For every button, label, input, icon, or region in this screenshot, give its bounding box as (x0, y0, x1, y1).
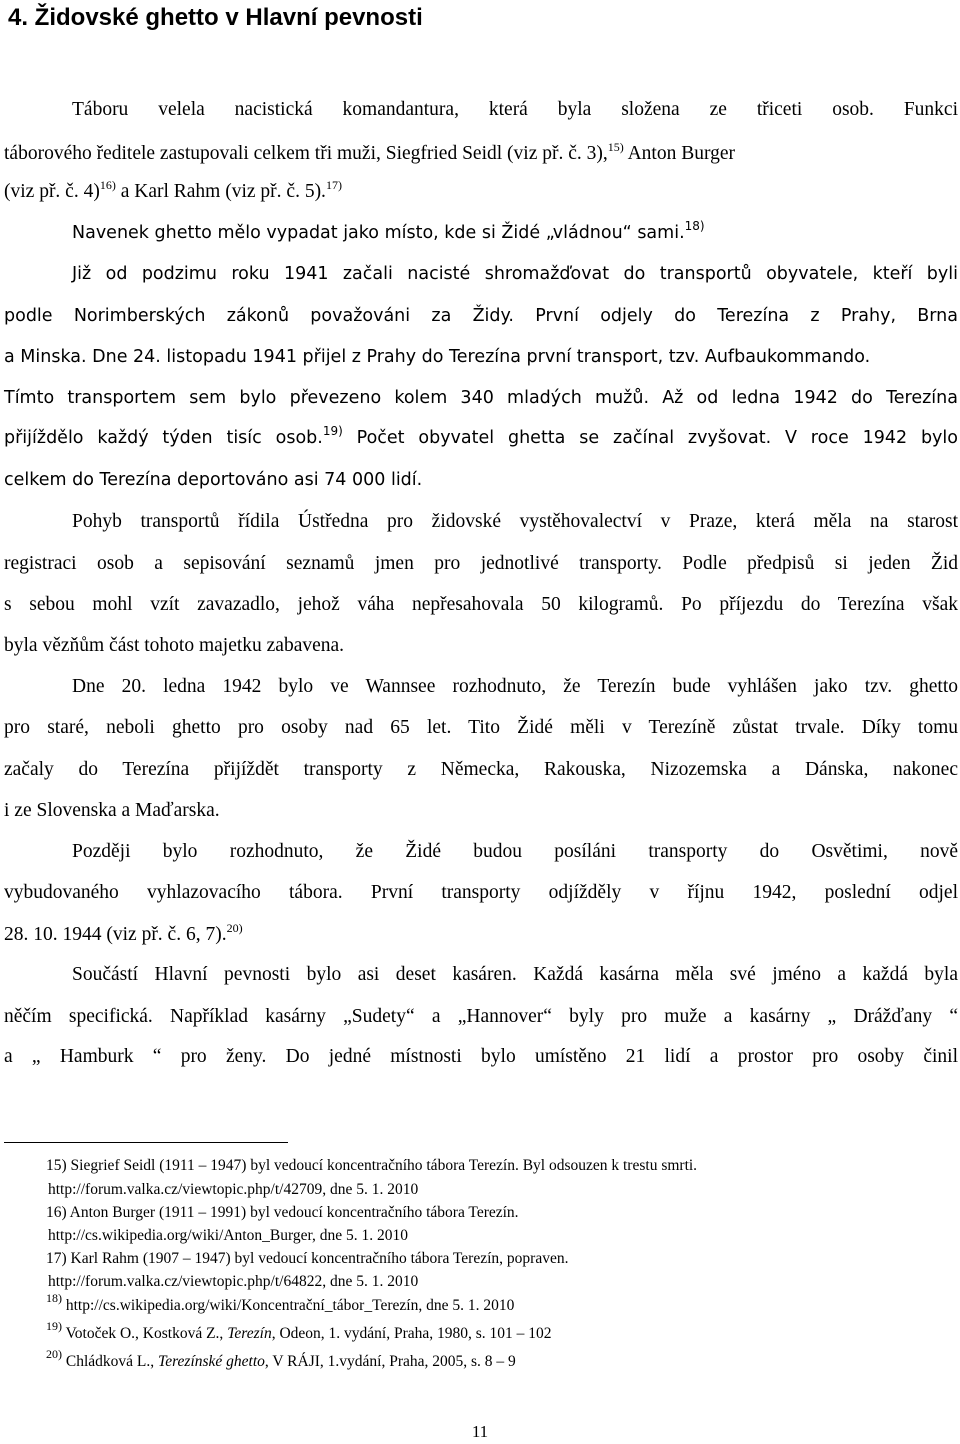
paragraph-1-line-3 (4, 178, 958, 203)
footnote-ref-19[interactable]: 19) (322, 424, 343, 438)
paragraph-3-line-1: Již od podzimu roku 1941 začali nacisté shromažďovat do transportů obyvatele, kteří byli (72, 264, 958, 284)
text-segment: táborového ředitele zastupovali celkem tři muži, Siegfried Seidl (viz př. č. 3), (4, 143, 608, 164)
paragraph-4-line-1: Pohyb transportů řídila Ústředna pro židovské vystěhovalectví v Praze, která měla na starost (72, 511, 958, 532)
footnote-number: 19) (46, 1319, 62, 1333)
text-segment: Navenek ghetto mělo vypadat jako místo, kde si Židé „vládnou“ sami. (72, 223, 685, 243)
footnote-16: 16) Anton Burger (1911 – 1991) byl vedoucí koncentračního tábora Terezín. (46, 1204, 519, 1221)
footnote-15-link[interactable]: http://forum.valka.cz/viewtopic.php/t/42709, dne 5. 1. 2010 (48, 1181, 419, 1198)
text-segment: a Karl Rahm (viz př. č. 5). (115, 181, 326, 202)
text-segment: Chládková L., (62, 1353, 158, 1370)
paragraph-3-line-2: podle Norimberských zákonů považováni za Židy. První odjely do Terezína z Prahy, Brna (4, 306, 958, 326)
footnote-17-link[interactable]: http://forum.valka.cz/viewtopic.php/t/64822, dne 5. 1. 2010 (48, 1273, 419, 1290)
paragraph-2-line-1 (72, 219, 958, 243)
paragraph-5-line-1: Dne 20. ledna 1942 bylo ve Wannsee rozhodnuto, že Terezín bude vyhlášen jako tzv. ghetto (72, 676, 958, 697)
footnote-ref-15[interactable]: 15) (607, 140, 624, 154)
footnote-20 (46, 1347, 516, 1371)
footnote-19 (46, 1319, 552, 1343)
footnote-ref-18[interactable]: 18) (684, 219, 705, 233)
paragraph-1-line-2 (4, 140, 958, 165)
paragraph-7-line-2: něčím specifická. Například kasárny „Sudety“ a „Hannover“ byly pro muže a kasárny „ Drážďany “ (4, 1006, 958, 1027)
book-title: Terezínské ghetto (158, 1353, 265, 1370)
paragraph-5-line-3: začaly do Terezína přijíždět transporty z Německa, Rakouska, Nizozemska a Dánska, nakonec (4, 759, 958, 780)
paragraph-4-line-2: registraci osob a sepisování seznamů jmen pro jednotlivé transporty. Podle předpisů si jeden Žid (4, 553, 958, 574)
page-number: 11 (471, 1422, 489, 1441)
paragraph-4-line-4: byla vězňům část tohoto majetku zabavena. (4, 635, 345, 656)
paragraph-3-line-6: celkem do Terezína deportováno asi 74 000 lidí. (4, 470, 423, 490)
text-segment: Počet obyvatel ghetta se začínal zvyšovat. V roce 1942 bylo (342, 428, 958, 448)
paragraph-7-line-1: Součástí Hlavní pevnosti bylo asi deset kasáren. Každá kasárna měla své jméno a každá byla (72, 964, 958, 985)
footnote-16-link[interactable]: http://cs.wikipedia.org/wiki/Anton_Burger, dne 5. 1. 2010 (48, 1227, 409, 1244)
text-segment: přijíždělo každý týden tisíc osob. (4, 428, 323, 448)
paragraph-6-line-1: Později bylo rozhodnuto, že Židé budou posíláni transporty do Osvětimi, nově (72, 841, 958, 862)
footnote-ref-16[interactable]: 16) (99, 178, 116, 192)
footnote-number: 20) (46, 1347, 62, 1361)
paragraph-3-line-3: a Minska. Dne 24. listopadu 1941 přijel z Prahy do Terezína první transport, tzv. Aufbaukommando. (4, 347, 871, 367)
book-title: Terezín (227, 1325, 272, 1342)
text-segment: (viz př. č. 4) (4, 181, 100, 202)
footnote-15: 15) Siegrief Seidl (1911 – 1947) byl vedoucí koncentračního tábora Terezín. Byl odsouzen k trestu smrti. (46, 1157, 698, 1174)
footnote-separator (4, 1142, 288, 1143)
text-segment: 28. 10. 1944 (viz př. č. 6, 7). (4, 924, 227, 945)
paragraph-5-line-2: pro staré, neboli ghetto pro osoby nad 65 let. Tito Židé měli v Terezíně zůstat trvale. Díky tomu (4, 717, 958, 738)
text-segment: Votoček O., Kostková Z., (62, 1325, 228, 1342)
footnote-18-link[interactable]: http://cs.wikipedia.org/wiki/Koncentrační_tábor_Terezín, dne 5. 1. 2010 (62, 1297, 515, 1314)
text-segment: Anton Burger (623, 143, 735, 164)
footnote-number: 18) (46, 1291, 62, 1305)
paragraph-1-line-1: Táboru velela nacistická komandantura, která byla složena ze třiceti osob. Funkci (72, 99, 958, 120)
chapter-heading: 4. Židovské ghetto v Hlavní pevnosti (8, 4, 423, 31)
text-segment: , Odeon, 1. vydání, Praha, 1980, s. 101 – 102 (271, 1325, 552, 1342)
paragraph-6-line-3 (4, 921, 958, 946)
paragraph-4-line-3: s sebou mohl vzít zavazadlo, jehož váha nepřesahovala 50 kilogramů. Po příjezdu do Terezína však (4, 594, 958, 615)
text-segment: , V RÁJI, 1.vydání, Praha, 2005, s. 8 – 9 (264, 1353, 516, 1370)
paragraph-6-line-2: vybudovaného vyhlazovacího tábora. První transporty odjížděly v říjnu 1942, poslední odjel (4, 882, 958, 903)
footnote-ref-20[interactable]: 20) (226, 921, 243, 935)
paragraph-3-line-4: Tímto transportem sem bylo převezeno kolem 340 mladých mužů. Až od ledna 1942 do Terezína (4, 388, 958, 408)
footnote-17: 17) Karl Rahm (1907 – 1947) byl vedoucí koncentračního tábora Terezín, popraven. (46, 1250, 569, 1267)
footnote-ref-17[interactable]: 17) (325, 178, 342, 192)
paragraph-5-line-4: i ze Slovenska a Maďarska. (4, 800, 220, 821)
paragraph-7-line-3: a „ Hamburk “ pro ženy. Do jedné místnosti bylo umístěno 21 lidí a prostor pro osoby činil (4, 1046, 958, 1067)
paragraph-3-line-5 (4, 424, 958, 448)
footnote-18 (46, 1291, 515, 1315)
